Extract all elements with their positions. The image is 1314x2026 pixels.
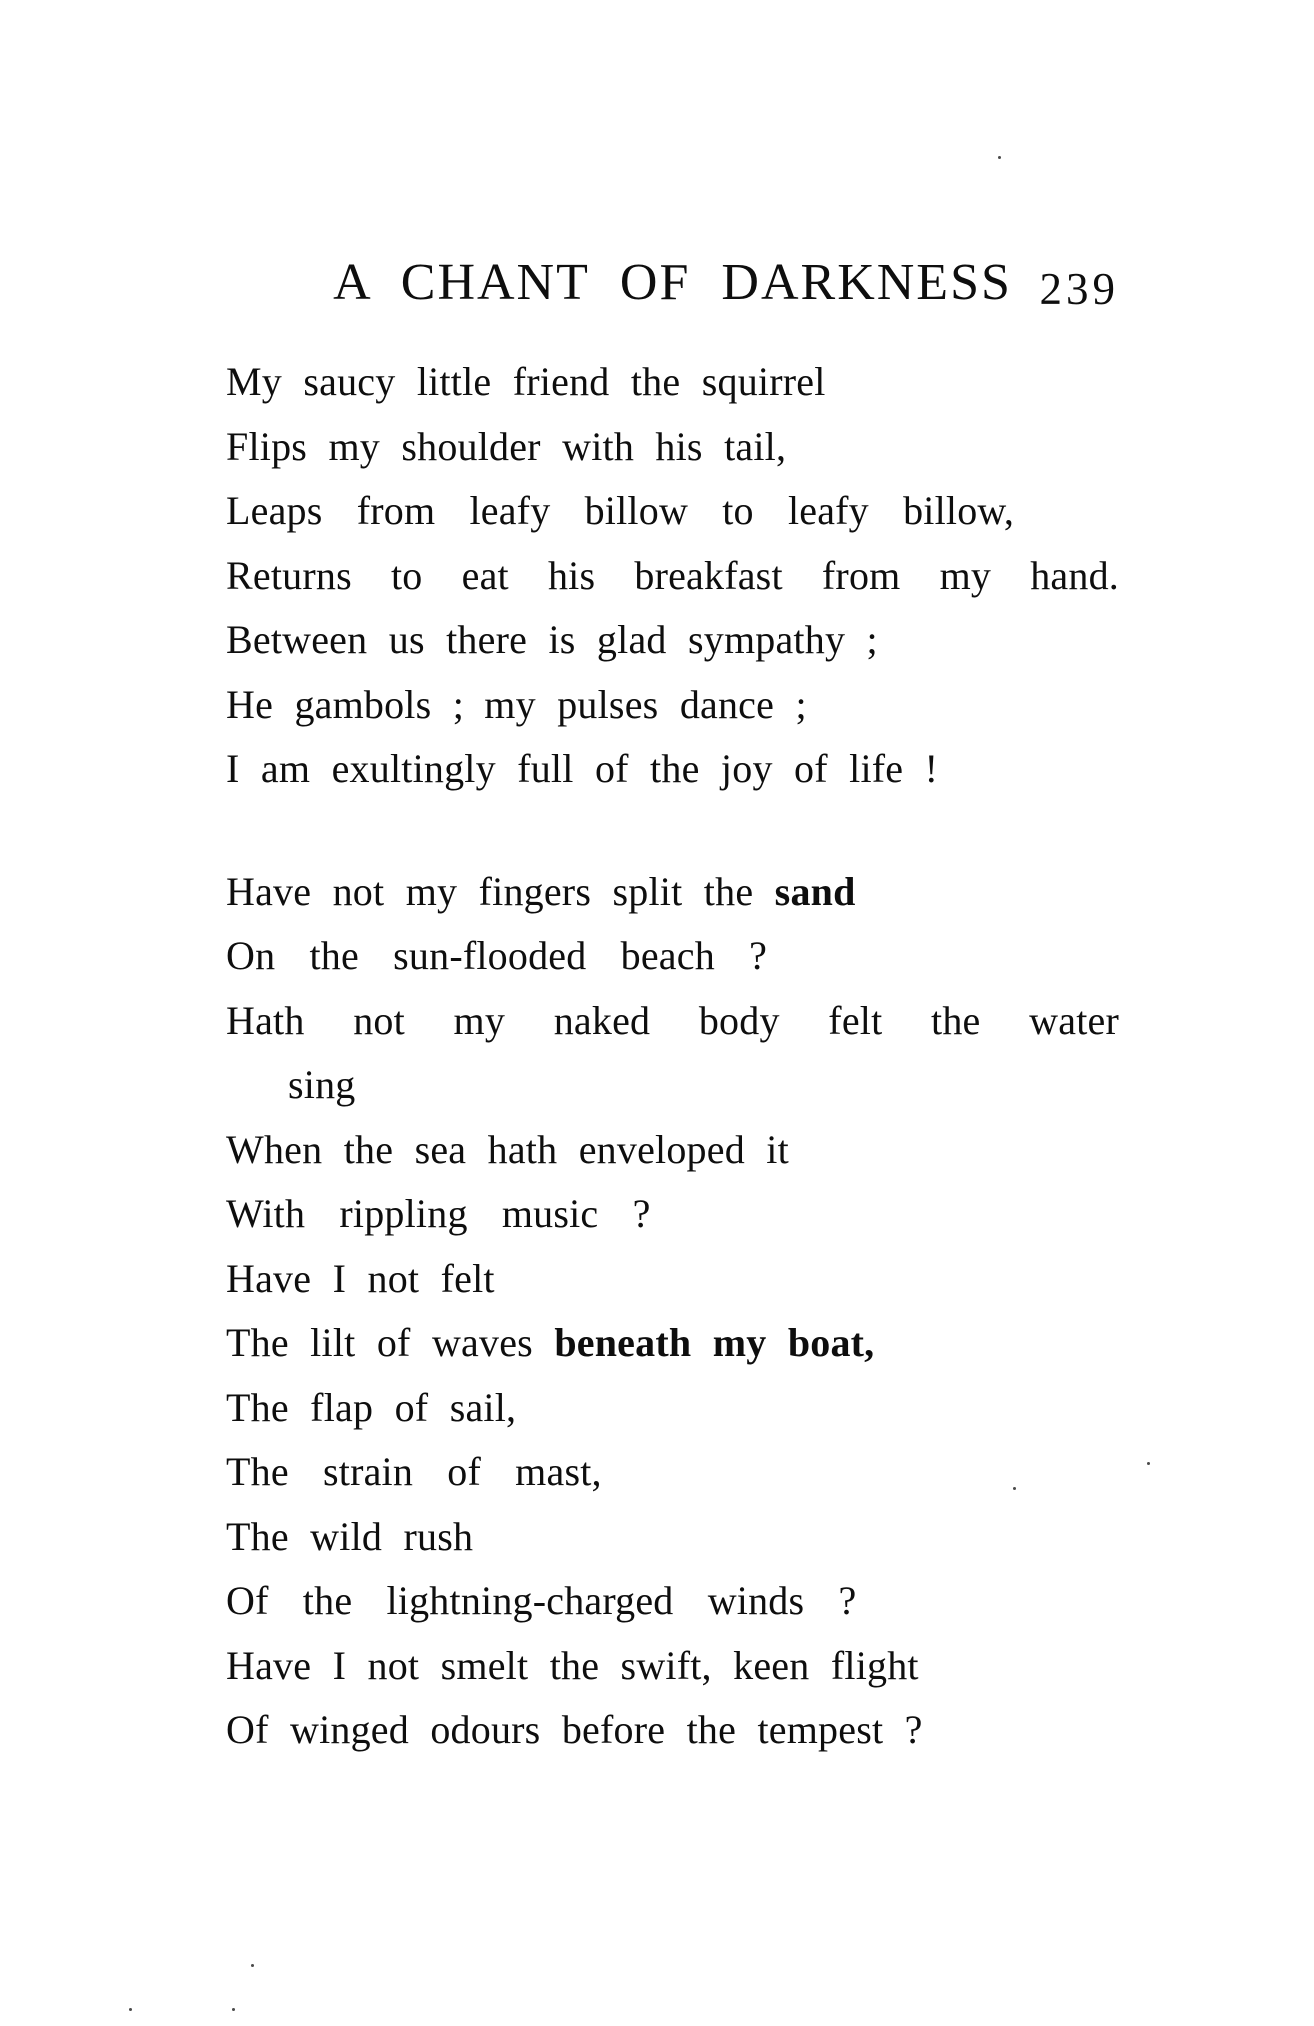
poem-line: Between us there is glad sympathy ; [226,617,878,662]
poem-line: Hath not my naked body felt the water [226,997,1119,1043]
poem-line: He gambols ; my pulses dance ; [226,681,807,727]
heavy-ink-text: beneath my boat, [554,1320,875,1365]
heavy-ink-text: sand [774,868,856,914]
poem-line: When the sea hath enveloped it [226,1126,789,1172]
page-number: 239 [1039,264,1119,314]
stanza [226,350,1119,802]
running-title: A CHANT OF DARKNESS [333,254,1012,311]
poem-line: Leaps from leafy billow to leafy billow, [226,488,1015,533]
poem-line: With rippling music ? [226,1191,651,1236]
scan-speck [998,156,1001,159]
scan-speck [129,2008,132,2011]
scan-speck [232,2008,235,2011]
poem-line: Have I not smelt the swift, keen flight [226,1642,919,1688]
poem-line: The lilt of waves beneath my boat, [226,1320,875,1365]
poem-line: Have I not felt [226,1255,495,1301]
poem-body [226,350,1119,1763]
poem-line: Of the lightning-charged winds ? [226,1578,857,1623]
page-header [226,252,1119,314]
scan-speck [251,1964,254,1967]
poem-line: I am exultingly full of the joy of life ! [226,746,939,791]
poem-line: The wild rush [226,1513,474,1559]
poem-line: sing [288,1062,356,1107]
poem-line: My saucy little friend the squirrel [226,359,826,404]
poem-line: Of winged odours before the tempest ? [226,1707,923,1752]
poem-line: Flips my shoulder with his tail, [226,423,787,469]
scan-speck [1147,1462,1150,1465]
poem-line: On the sun-flooded beach ? [226,933,768,978]
poem-line: Have not my fingers split the sand [226,868,856,914]
scan-speck [1013,1487,1016,1490]
poem-line: Returns to eat his breakfast from my hand. [226,552,1119,598]
poem-line: The flap of sail, [226,1384,517,1430]
poem-line: The strain of mast, [226,1449,602,1494]
stanza [226,860,1119,1763]
